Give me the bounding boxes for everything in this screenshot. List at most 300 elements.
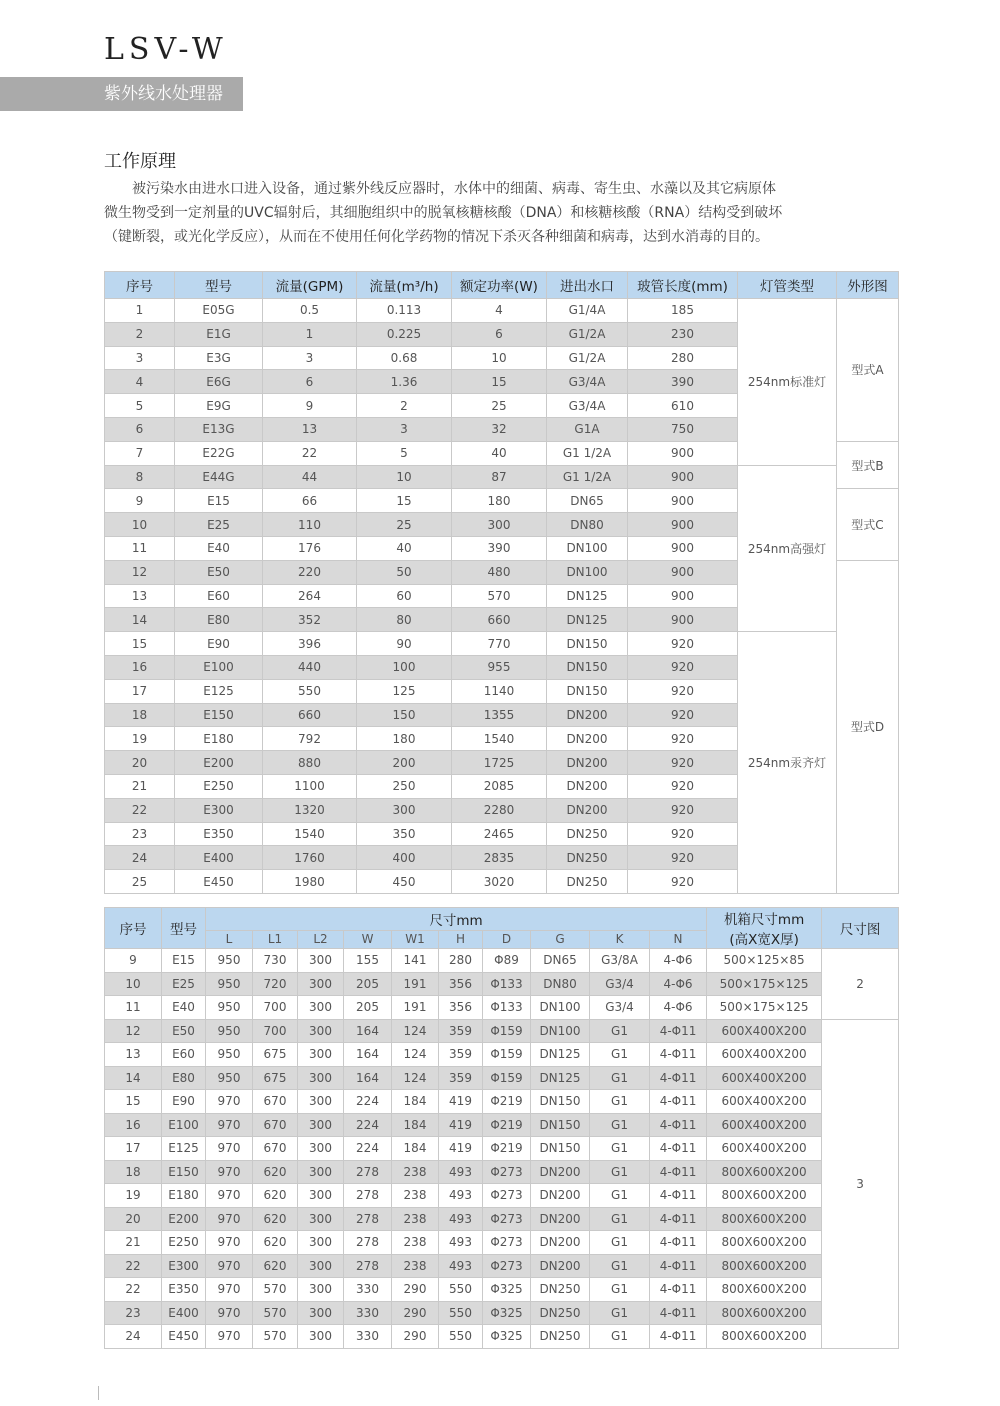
column-header: 序号 — [105, 272, 175, 299]
table-cell: 550 — [263, 679, 357, 703]
table-row — [105, 949, 899, 973]
table-cell: 3 — [357, 417, 452, 441]
table-row — [105, 1301, 899, 1325]
table-cell: G1/2A — [547, 322, 628, 346]
table-cell: 4-Φ11 — [650, 1231, 707, 1255]
table-cell: G3/4A — [547, 394, 628, 418]
table-cell: 16 — [105, 655, 175, 679]
table-cell: 238 — [392, 1160, 439, 1184]
table-cell: 1 — [263, 322, 357, 346]
table-cell: 620 — [253, 1254, 298, 1278]
table-row — [105, 1207, 899, 1231]
section-heading: 工作原理 — [104, 151, 176, 172]
spec-table — [104, 271, 899, 894]
table-row — [105, 1090, 899, 1114]
table-cell: DN150 — [547, 655, 628, 679]
table-cell: G1 — [590, 1231, 650, 1255]
table-cell: G1 — [590, 1207, 650, 1231]
table-cell: 60 — [357, 584, 452, 608]
table-row — [105, 1019, 899, 1043]
table-cell: E100 — [162, 1113, 206, 1137]
table-cell: 110 — [263, 513, 357, 537]
table-cell: Φ133 — [483, 996, 531, 1020]
table-cell: G3/4 — [590, 996, 650, 1020]
table-cell: 15 — [452, 370, 547, 394]
shape-cell: 型式A — [837, 299, 899, 442]
table-cell: E450 — [162, 1325, 206, 1349]
table-cell: G1 — [590, 1090, 650, 1114]
table-row — [105, 299, 899, 323]
box-size-header: 机箱尺寸mm — [723, 912, 805, 928]
table-cell: 493 — [439, 1254, 483, 1278]
intro-line: （键断裂，或光化学反应），从而在不使用任何化学药物的情况下杀灭各种细菌和病毒，达到水消毒的目的。 — [104, 229, 769, 245]
table-cell: 180 — [452, 489, 547, 513]
table-cell: 450 — [357, 870, 452, 894]
table-cell: Φ325 — [483, 1301, 531, 1325]
table-cell: Φ273 — [483, 1254, 531, 1278]
table-cell: 280 — [439, 949, 483, 973]
table-cell: Φ219 — [483, 1113, 531, 1137]
table-cell: E200 — [175, 751, 263, 775]
table-cell: 970 — [206, 1090, 253, 1114]
table-cell: 950 — [206, 972, 253, 996]
table-cell: 185 — [628, 299, 738, 323]
table-cell: 5 — [105, 394, 175, 418]
table-cell: 600X400X200 — [707, 1090, 822, 1114]
table-cell: E200 — [162, 1207, 206, 1231]
table-cell: 0.68 — [357, 346, 452, 370]
shape-cell: 型式D — [837, 560, 899, 893]
table-cell: 620 — [253, 1207, 298, 1231]
table-cell: DN250 — [531, 1325, 590, 1349]
table-row — [105, 1184, 899, 1208]
column-header: 流量(m³/h) — [357, 272, 452, 299]
table-cell: 184 — [392, 1137, 439, 1161]
table-cell: 300 — [298, 1090, 344, 1114]
table-cell: 620 — [253, 1160, 298, 1184]
table-cell: 600X400X200 — [707, 1019, 822, 1043]
table-cell: 13 — [105, 584, 175, 608]
table-cell: 4-Φ11 — [650, 1090, 707, 1114]
table-cell: 300 — [298, 1254, 344, 1278]
table-cell: G1 — [590, 1137, 650, 1161]
column-header: 进出水口 — [547, 272, 628, 299]
table-cell: 920 — [628, 655, 738, 679]
table-cell: 4-Φ11 — [650, 1184, 707, 1208]
table-cell: 9 — [263, 394, 357, 418]
table-cell: 2 — [357, 394, 452, 418]
table-cell: 14 — [105, 608, 175, 632]
table-cell: 100 — [357, 655, 452, 679]
intro-paragraph — [104, 177, 904, 249]
table-cell: 4-Φ11 — [650, 1113, 707, 1137]
table-cell: E125 — [175, 679, 263, 703]
table-cell: 300 — [298, 949, 344, 973]
column-subheader: W1 — [392, 930, 439, 948]
table-cell: 10 — [105, 513, 175, 537]
table-cell: 124 — [392, 1019, 439, 1043]
table-cell: 4-Φ6 — [650, 996, 707, 1020]
table-cell: 278 — [344, 1254, 392, 1278]
table-cell: 4-Φ11 — [650, 1160, 707, 1184]
table-cell: 40 — [452, 441, 547, 465]
column-subheader: L2 — [298, 930, 344, 948]
table-cell: 300 — [357, 798, 452, 822]
table-cell: 800X600X200 — [707, 1207, 822, 1231]
table-cell: 32 — [452, 417, 547, 441]
table-cell: 493 — [439, 1231, 483, 1255]
column-header: 流量(GPM) — [263, 272, 357, 299]
table-cell: 880 — [263, 751, 357, 775]
table-cell: 300 — [298, 996, 344, 1020]
table-cell: E300 — [175, 798, 263, 822]
table-cell: 23 — [105, 822, 175, 846]
table-cell: 4-Φ11 — [650, 1137, 707, 1161]
table-cell: 21 — [105, 774, 175, 798]
table-cell: DN80 — [531, 972, 590, 996]
table-cell: 500×175×125 — [707, 972, 822, 996]
column-header: 型号 — [162, 908, 206, 949]
table-cell: 1540 — [263, 822, 357, 846]
table-cell: 224 — [344, 1090, 392, 1114]
table-cell: E90 — [175, 632, 263, 656]
table-cell: 25 — [357, 513, 452, 537]
table-cell: 900 — [628, 441, 738, 465]
table-cell: DN200 — [547, 774, 628, 798]
table-cell: 141 — [392, 949, 439, 973]
table-cell: E25 — [175, 513, 263, 537]
table-cell: 900 — [628, 560, 738, 584]
table-cell: 14 — [105, 1066, 162, 1090]
table-cell: 300 — [298, 1066, 344, 1090]
table-cell: 1320 — [263, 798, 357, 822]
table-cell: Φ159 — [483, 1019, 531, 1043]
table-cell: 700 — [253, 996, 298, 1020]
table-cell: 550 — [439, 1301, 483, 1325]
table-cell: 278 — [344, 1231, 392, 1255]
column-header: 玻管长度(mm) — [628, 272, 738, 299]
table-cell: 205 — [344, 996, 392, 1020]
table-cell: 359 — [439, 1066, 483, 1090]
table-cell: 44 — [263, 465, 357, 489]
table-cell: 955 — [452, 655, 547, 679]
table-cell: 920 — [628, 751, 738, 775]
table-cell: 920 — [628, 822, 738, 846]
table-cell: E125 — [162, 1137, 206, 1161]
table-cell: 2280 — [452, 798, 547, 822]
table-cell: 4 — [105, 370, 175, 394]
table-cell: 0.5 — [263, 299, 357, 323]
table-cell: 280 — [628, 346, 738, 370]
table-cell: 1760 — [263, 846, 357, 870]
table-cell: 40 — [357, 536, 452, 560]
table-cell: 1.36 — [357, 370, 452, 394]
table-cell: 570 — [253, 1301, 298, 1325]
table-cell: 12 — [105, 560, 175, 584]
table-cell: G1 — [590, 1184, 650, 1208]
table-cell: 920 — [628, 727, 738, 751]
table-cell: 970 — [206, 1301, 253, 1325]
table-cell: Φ89 — [483, 949, 531, 973]
table-cell: 970 — [206, 1278, 253, 1302]
table-cell: 15 — [105, 1090, 162, 1114]
table-cell: 800X600X200 — [707, 1278, 822, 1302]
table-cell: 4-Φ11 — [650, 1325, 707, 1349]
table-cell: E350 — [175, 822, 263, 846]
table-cell: 359 — [439, 1043, 483, 1067]
table-cell: 4-Φ11 — [650, 1278, 707, 1302]
table-cell: 300 — [298, 1301, 344, 1325]
table-cell: 230 — [628, 322, 738, 346]
table-cell: 290 — [392, 1301, 439, 1325]
table-cell: 11 — [105, 536, 175, 560]
table-cell: 1 — [105, 299, 175, 323]
table-cell: DN200 — [531, 1254, 590, 1278]
table-row — [105, 1113, 899, 1137]
table-cell: 10 — [452, 346, 547, 370]
dimension-table — [104, 907, 899, 1349]
table-cell: 19 — [105, 727, 175, 751]
table-cell: DN200 — [531, 1160, 590, 1184]
table-cell: 150 — [357, 703, 452, 727]
table-cell: G1 — [590, 1325, 650, 1349]
table-cell: DN200 — [547, 751, 628, 775]
product-title: LSV-W — [104, 32, 228, 67]
table-cell: G1 — [590, 1066, 650, 1090]
column-header: 外形图 — [837, 272, 899, 299]
table-cell: 6 — [452, 322, 547, 346]
table-cell: 124 — [392, 1043, 439, 1067]
product-subtitle: 紫外线水处理器 — [0, 77, 243, 111]
table-cell: 700 — [253, 1019, 298, 1043]
table-cell: 300 — [298, 1043, 344, 1067]
table-cell: DN150 — [531, 1137, 590, 1161]
table-cell: E9G — [175, 394, 263, 418]
table-cell: E50 — [162, 1019, 206, 1043]
table-cell: 25 — [105, 870, 175, 894]
table-cell: DN100 — [547, 536, 628, 560]
table-cell: DN150 — [531, 1090, 590, 1114]
table-cell: 570 — [253, 1278, 298, 1302]
table-cell: 480 — [452, 560, 547, 584]
table-cell: 300 — [298, 1184, 344, 1208]
table-cell: 4-Φ6 — [650, 949, 707, 973]
table-cell: 300 — [298, 1278, 344, 1302]
table-cell: 4-Φ11 — [650, 1019, 707, 1043]
table-cell: 770 — [452, 632, 547, 656]
column-subheader: L — [206, 930, 253, 948]
table-cell: 290 — [392, 1278, 439, 1302]
table-cell: 419 — [439, 1137, 483, 1161]
table-cell: 238 — [392, 1207, 439, 1231]
table-cell: 264 — [263, 584, 357, 608]
table-cell: 4-Φ11 — [650, 1066, 707, 1090]
table-cell: 21 — [105, 1231, 162, 1255]
table-cell: G1 — [590, 1278, 650, 1302]
table-cell: DN200 — [547, 703, 628, 727]
table-cell: 800X600X200 — [707, 1160, 822, 1184]
table-cell: 184 — [392, 1113, 439, 1137]
table-cell: Φ325 — [483, 1278, 531, 1302]
column-header: 型号 — [175, 272, 263, 299]
table-cell: 390 — [628, 370, 738, 394]
table-cell: 970 — [206, 1231, 253, 1255]
table-cell: 660 — [452, 608, 547, 632]
table-cell: 6 — [263, 370, 357, 394]
table-cell: 600X400X200 — [707, 1066, 822, 1090]
table-cell: 238 — [392, 1184, 439, 1208]
table-cell: 600X400X200 — [707, 1113, 822, 1137]
table-cell: DN150 — [547, 632, 628, 656]
table-cell: 750 — [628, 417, 738, 441]
figure-ref-cell: 2 — [822, 949, 899, 1020]
table-cell: 493 — [439, 1207, 483, 1231]
column-subheader: G — [531, 930, 590, 948]
dimension-table-body — [105, 949, 899, 1349]
table-cell: 500×175×125 — [707, 996, 822, 1020]
table-cell: 300 — [298, 972, 344, 996]
column-header: 灯管类型 — [738, 272, 837, 299]
table-cell: E22G — [175, 441, 263, 465]
table-cell: 300 — [298, 1231, 344, 1255]
table-cell: 155 — [344, 949, 392, 973]
table-cell: 184 — [392, 1090, 439, 1114]
table-cell: 9 — [105, 949, 162, 973]
table-row — [105, 1043, 899, 1067]
dimension-table-header — [105, 908, 899, 931]
table-cell: 205 — [344, 972, 392, 996]
table-cell: 300 — [298, 1113, 344, 1137]
table-cell: Φ273 — [483, 1184, 531, 1208]
table-cell: 300 — [298, 1019, 344, 1043]
table-cell: 800X600X200 — [707, 1231, 822, 1255]
table-cell: 356 — [439, 972, 483, 996]
table-cell: 720 — [253, 972, 298, 996]
table-cell: 1980 — [263, 870, 357, 894]
table-cell: 396 — [263, 632, 357, 656]
table-cell: 950 — [206, 996, 253, 1020]
table-cell: E60 — [162, 1043, 206, 1067]
table-cell: 24 — [105, 846, 175, 870]
table-cell: DN200 — [547, 727, 628, 751]
table-cell: E15 — [162, 949, 206, 973]
column-subheader: L1 — [253, 930, 298, 948]
table-cell: DN250 — [547, 870, 628, 894]
table-cell: 2085 — [452, 774, 547, 798]
table-cell: 0.113 — [357, 299, 452, 323]
table-cell: 500×125×85 — [707, 949, 822, 973]
table-cell: G1/4A — [547, 299, 628, 323]
shape-cell: 型式C — [837, 489, 899, 560]
table-cell: DN250 — [547, 846, 628, 870]
table-cell: 800X600X200 — [707, 1184, 822, 1208]
table-cell: 800X600X200 — [707, 1325, 822, 1349]
table-cell: DN100 — [547, 560, 628, 584]
table-cell: 300 — [298, 1325, 344, 1349]
table-cell: 164 — [344, 1066, 392, 1090]
table-cell: E180 — [162, 1184, 206, 1208]
table-row — [105, 1254, 899, 1278]
table-cell: DN100 — [531, 996, 590, 1020]
table-cell: 1540 — [452, 727, 547, 751]
table-cell: 300 — [298, 1207, 344, 1231]
column-header: 额定功率(W) — [452, 272, 547, 299]
table-cell: G3/4 — [590, 972, 650, 996]
table-cell: 164 — [344, 1043, 392, 1067]
box-size-subheader: (高X宽X厚) — [729, 932, 799, 948]
table-cell: 20 — [105, 1207, 162, 1231]
table-cell: G1 — [590, 1019, 650, 1043]
table-cell: 920 — [628, 798, 738, 822]
table-row — [105, 996, 899, 1020]
table-cell: E40 — [162, 996, 206, 1020]
figure-ref-cell: 3 — [822, 1019, 899, 1348]
table-cell: 4-Φ11 — [650, 1301, 707, 1325]
table-cell: G1 — [590, 1113, 650, 1137]
table-cell: 675 — [253, 1066, 298, 1090]
table-row — [105, 1325, 899, 1349]
table-row — [105, 632, 899, 656]
table-cell: 900 — [628, 536, 738, 560]
table-cell: 12 — [105, 1019, 162, 1043]
table-cell: 610 — [628, 394, 738, 418]
table-cell: 17 — [105, 1137, 162, 1161]
table-cell: DN250 — [547, 822, 628, 846]
table-cell: 800X600X200 — [707, 1301, 822, 1325]
table-cell: 15 — [105, 632, 175, 656]
table-cell: 493 — [439, 1184, 483, 1208]
table-cell: E13G — [175, 417, 263, 441]
table-cell: 1140 — [452, 679, 547, 703]
column-header: 尺寸mm — [206, 908, 707, 931]
table-cell: G1 — [590, 1301, 650, 1325]
table-cell: 13 — [263, 417, 357, 441]
table-cell: Φ219 — [483, 1090, 531, 1114]
table-cell: 87 — [452, 465, 547, 489]
table-cell: 970 — [206, 1113, 253, 1137]
table-cell: 730 — [253, 949, 298, 973]
table-cell: 22 — [105, 1254, 162, 1278]
intro-line: 微生物受到一定剂量的UVC辐射后，其细胞组织中的脱氧核糖核酸（DNA）和核糖核酸（RNA）结构受到破坏 — [104, 205, 783, 221]
table-cell: 920 — [628, 632, 738, 656]
table-cell: 8 — [105, 465, 175, 489]
table-cell: 970 — [206, 1184, 253, 1208]
table-cell: E150 — [175, 703, 263, 727]
table-cell: E44G — [175, 465, 263, 489]
table-cell: Φ273 — [483, 1207, 531, 1231]
table-cell: 300 — [298, 1160, 344, 1184]
table-cell: 20 — [105, 751, 175, 775]
table-cell: 90 — [357, 632, 452, 656]
table-cell: 4-Φ11 — [650, 1207, 707, 1231]
table-cell: E350 — [162, 1278, 206, 1302]
table-cell: E300 — [162, 1254, 206, 1278]
table-cell: 1100 — [263, 774, 357, 798]
table-cell: 670 — [253, 1090, 298, 1114]
column-subheader: N — [650, 930, 707, 948]
lamp-type-cell: 254nm标准灯 — [738, 299, 837, 466]
table-cell: 920 — [628, 703, 738, 727]
table-cell: E180 — [175, 727, 263, 751]
table-cell: DN125 — [547, 608, 628, 632]
table-cell: 950 — [206, 1019, 253, 1043]
table-cell: 10 — [357, 465, 452, 489]
table-cell: 970 — [206, 1160, 253, 1184]
table-cell: E150 — [162, 1160, 206, 1184]
table-cell: DN125 — [531, 1043, 590, 1067]
table-cell: DN200 — [531, 1231, 590, 1255]
shape-cell: 型式B — [837, 441, 899, 489]
